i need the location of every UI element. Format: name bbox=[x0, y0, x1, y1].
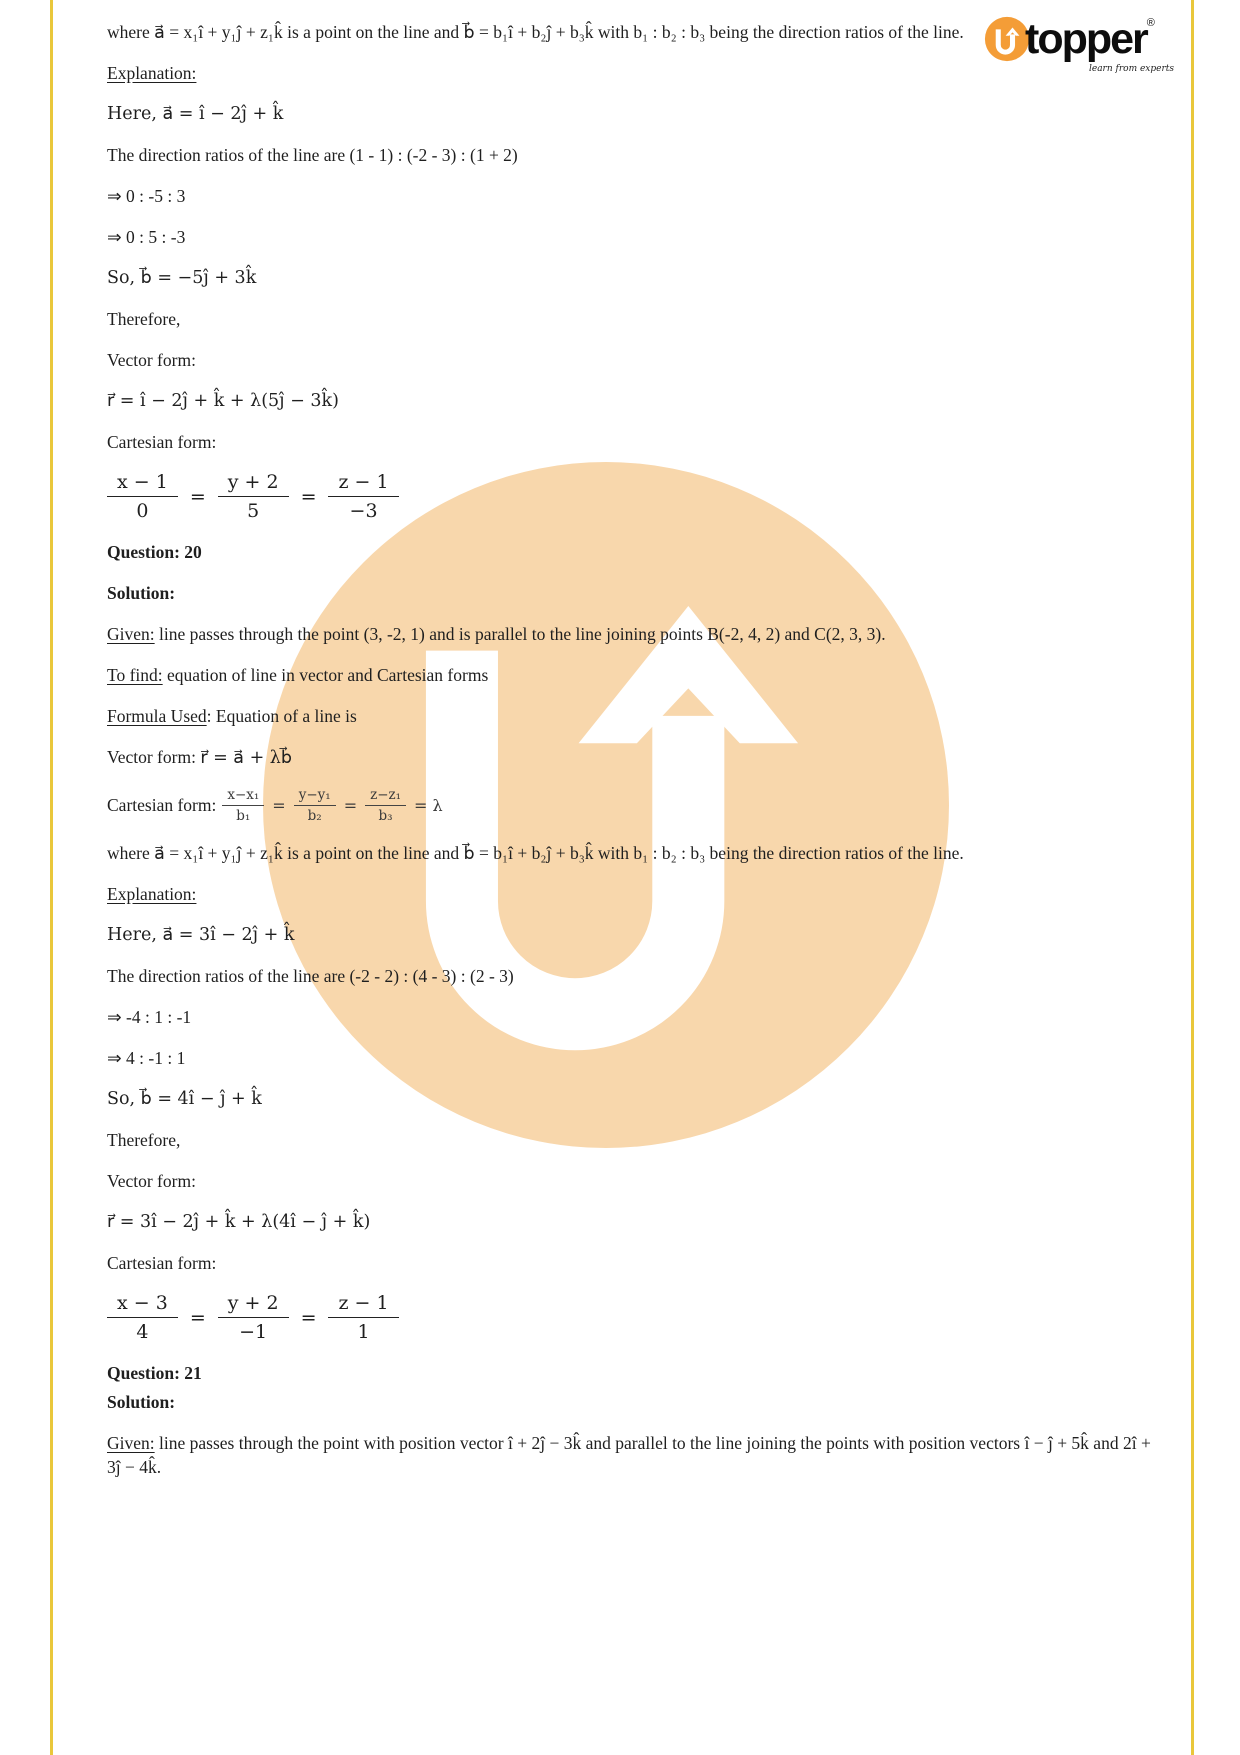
line-implies-3: ⇒ -4 : 1 : -1 bbox=[107, 1007, 192, 1027]
formula-vector-form-1: r⃗ = î − 2ĵ + k̂ + λ(5ĵ − 3k̂) bbox=[107, 391, 339, 411]
equals-sign: = bbox=[300, 485, 317, 508]
fraction: $\frac{\text{y−y₁}}{\text{b₂}}$ bbox=[294, 787, 336, 824]
document-page bbox=[107, 17, 1163, 1496]
heading-solution-21: Solution: bbox=[107, 1392, 176, 1412]
paragraph-given-21: Given: line passes through the point with position vector î + 2ĵ − 3k̂ and parallel to the line joining the points with position vectors î − ĵ + 5k̂ and 2î + 3ĵ − 4k̂. bbox=[107, 1433, 1151, 1477]
formula-so-2: So, b⃗ = 4î − ĵ + k̂ bbox=[107, 1089, 262, 1109]
line-direction-ratios-2: The direction ratios of the line are (-2 - 2) : (4 - 3) : (2 - 3) bbox=[107, 966, 514, 986]
formula-cartesian-2 bbox=[107, 1292, 1163, 1343]
label-cartesian-form-2: Cartesian form: bbox=[107, 1253, 217, 1273]
lambda-tail: = λ bbox=[414, 796, 443, 815]
line-implies-2: ⇒ 0 : 5 : -3 bbox=[107, 227, 186, 247]
paragraph-tofind-20: To find: equation of line in vector and Cartesian forms bbox=[107, 665, 489, 685]
formula-vector-form-2: r⃗ = 3î − 2ĵ + k̂ + λ(4î − ĵ + k̂) bbox=[107, 1212, 371, 1232]
paragraph-formula-used-20: Formula Used: Equation of a line is bbox=[107, 706, 357, 726]
line-therefore-2: Therefore, bbox=[107, 1130, 181, 1150]
heading-question-20: Question: 20 bbox=[107, 542, 202, 562]
fraction: $\frac{x - 3}{4}$ bbox=[107, 1292, 178, 1343]
heading-explanation-1: Explanation: bbox=[107, 63, 197, 83]
utopper-logo-icon bbox=[984, 16, 1030, 62]
line-cartesian-form-inline: Cartesian form: $\frac{\text{x−x₁}}{\text{b₁}}$ = $\frac{\text{y−y₁}}{\text{b₂}}$ = $\frac{\text{z−z₁}}{\text{b₃}}$ = λ bbox=[107, 787, 443, 824]
fraction: $\frac{\text{z−z₁}}{\text{b₃}}$ bbox=[365, 787, 406, 824]
label-vector-form-2: Vector form: bbox=[107, 1171, 196, 1191]
heading-question-21: Question: 21 bbox=[107, 1363, 202, 1383]
fraction: $\frac{x - 1}{0}$ bbox=[107, 471, 178, 522]
heading-explanation-2: Explanation: bbox=[107, 884, 197, 904]
line-implies-1: ⇒ 0 : -5 : 3 bbox=[107, 186, 186, 206]
line-implies-4: ⇒ 4 : -1 : 1 bbox=[107, 1048, 186, 1068]
page-border-left bbox=[50, 0, 53, 1755]
paragraph-given-20: Given: line passes through the point (3, -2, 1) and is parallel to the line joining points B(-2, 4, 2) and C(2, 3, 3). bbox=[107, 624, 886, 644]
line-direction-ratios-1: The direction ratios of the line are (1 - 1) : (-2 - 3) : (1 + 2) bbox=[107, 145, 518, 165]
heading-solution-20: Solution: bbox=[107, 583, 176, 603]
formula-here-2: Here, a⃗ = 3î − 2ĵ + k̂ bbox=[107, 925, 295, 945]
fraction: $\frac{y + 2}{5}$ bbox=[218, 471, 289, 522]
logo-tagline: learn from experts bbox=[1088, 64, 1174, 74]
formula-so-1: So, b⃗ = −5ĵ + 3k̂ bbox=[107, 268, 257, 288]
logo-wordmark: topper bbox=[1025, 15, 1147, 63]
utopper-logo bbox=[984, 15, 1174, 74]
line-therefore-1: Therefore, bbox=[107, 309, 181, 329]
equals-sign: = bbox=[189, 485, 206, 508]
label-cartesian-form-1: Cartesian form: bbox=[107, 432, 217, 452]
line-vector-form-inline: Vector form: r⃗ = a⃗ + λb⃗ bbox=[107, 747, 293, 768]
registered-mark: ® bbox=[1146, 17, 1155, 29]
label-vector-form-1: Vector form: bbox=[107, 350, 196, 370]
equals-sign: = bbox=[300, 1306, 317, 1329]
fraction: $\frac{z - 1}{1}$ bbox=[328, 1292, 398, 1343]
fraction: $\frac{y + 2}{-1}$ bbox=[218, 1292, 289, 1343]
paragraph-where-2: where a⃗ = x₁î + y₁ĵ + z₁k̂ is a point on the line and b⃗ = b₁î + b₂ĵ + b₃k̂ with b₁ : b₂ : b₃ being the direction ratios of the line. bbox=[107, 843, 964, 863]
paragraph-where-1: where a⃗ = x₁î + y₁ĵ + z₁k̂ is a point on the line and b⃗ = b₁î + b₂ĵ + b₃k̂ with b₁ : b₂ : b₃ being the direction ratios of the line. bbox=[107, 22, 964, 42]
page-border-right bbox=[1191, 0, 1194, 1755]
equals-sign: = bbox=[189, 1306, 206, 1329]
equals-sign: = bbox=[343, 796, 358, 815]
equals-sign: = bbox=[272, 796, 286, 815]
fraction: $\frac{\text{x−x₁}}{\text{b₁}}$ bbox=[222, 787, 264, 824]
formula-cartesian-1 bbox=[107, 471, 1163, 522]
fraction: $\frac{z - 1}{-3}$ bbox=[328, 471, 398, 522]
formula-here-1: Here, a⃗ = î − 2ĵ + k̂ bbox=[107, 104, 284, 124]
